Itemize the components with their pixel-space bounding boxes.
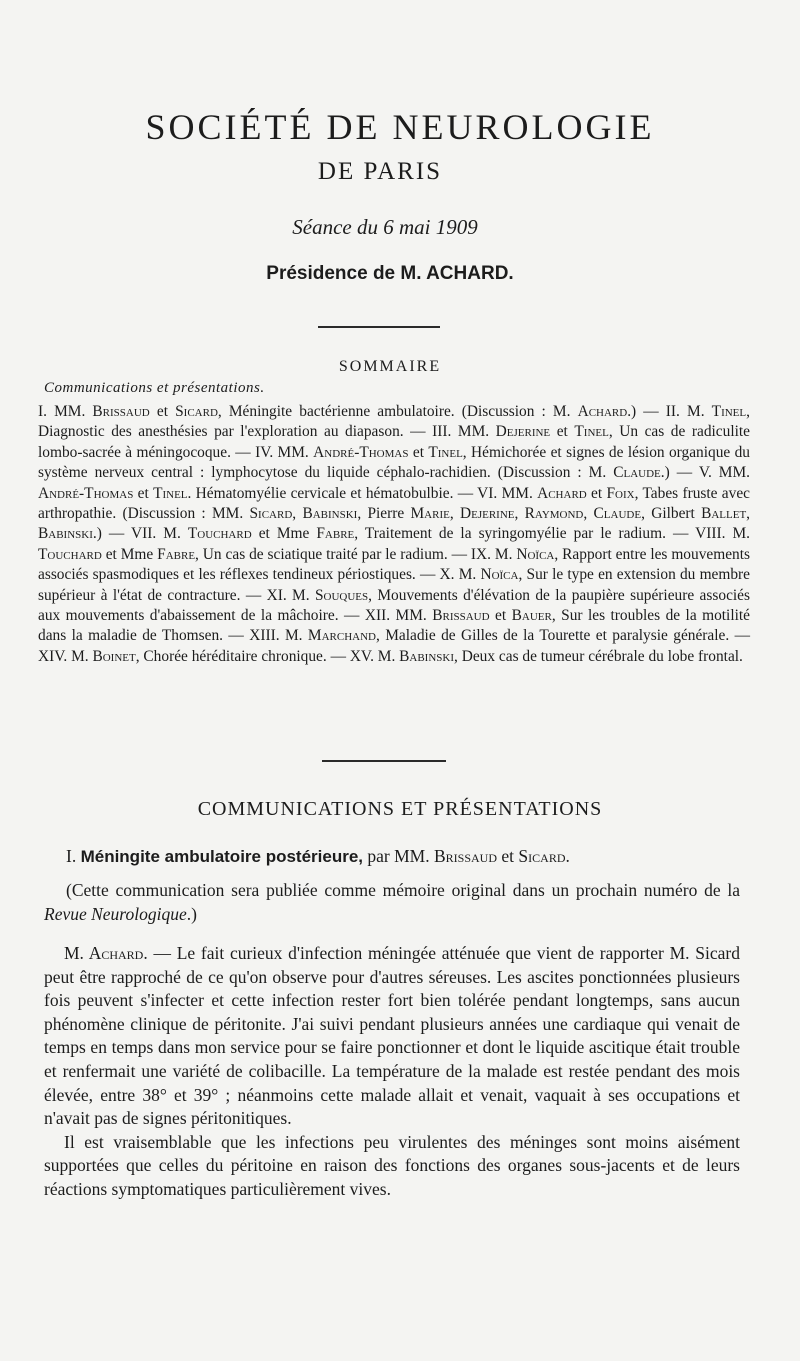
- summary-author-name: Claude: [593, 505, 642, 523]
- summary-author-name: Babinski: [38, 525, 93, 543]
- summary-text-segment: et: [489, 607, 512, 625]
- summary-text-segment: .) — II. M.: [627, 403, 712, 420]
- summary-text-segment: et: [133, 484, 154, 502]
- summary-author-name: Brissaud: [432, 607, 490, 625]
- summary-author-name: Brissaud: [92, 403, 150, 420]
- summary-text-segment: , Deux cas de tumeur cérébrale du lobe frontal.: [454, 647, 743, 665]
- summary-author-name: André-Thomas: [38, 484, 134, 502]
- summary-author-name: Bauer: [511, 607, 552, 625]
- summary-author-name: Noïca: [516, 545, 555, 563]
- summary-text-segment: et: [149, 403, 176, 420]
- summary-author-name: Marie: [410, 505, 450, 523]
- session-date: Séance du 6 mai 1909: [292, 215, 478, 239]
- summary-author-name: Noïca: [480, 566, 519, 584]
- discussion-paragraph-2: Il est vraisemblable que les infections peu virulentes des méninges sont moins aisément supportées que celles du péritoine en raison des fonctions des organes sous-jacents et de leurs réactions symptomatiques particulièrement vives.: [44, 1131, 740, 1199]
- summary-text-segment: ,: [449, 505, 460, 523]
- summary-author-name: Sicard: [175, 403, 218, 420]
- summary-author-name: Claude: [613, 464, 661, 482]
- summary-author-name: Foix: [606, 484, 635, 502]
- summary-text-segment: , Chorée héréditaire chronique. — XV. M.: [135, 647, 400, 665]
- speaker-name: M. Achard.: [64, 943, 148, 963]
- summary-author-name: Achard: [577, 403, 628, 420]
- item-title: Méningite ambulatoire postérieure,: [80, 847, 364, 866]
- note-text-before: (Cette communication sera publiée comme mémoire original dans un prochain numéro de la: [66, 880, 740, 900]
- summary-author-name: Dejerine: [459, 505, 515, 523]
- section-title: COMMUNICATIONS ET PRÉSENTATIONS: [197, 798, 603, 820]
- item-author-2: Sicard.: [518, 846, 570, 866]
- summary-author-name: Ballet: [701, 505, 747, 523]
- summary-text-segment: , Gilbert: [641, 505, 702, 523]
- summary-text-segment: . Hématomyélie cervicale et hématobulbie. — VI. MM.: [187, 484, 538, 502]
- summary-label: Communications et présentations.: [44, 380, 265, 396]
- item-author-1: Brissaud: [434, 846, 498, 866]
- summary-author-name: Tinel: [574, 423, 609, 441]
- summary-author-name: Marchand: [307, 627, 376, 645]
- summary-text-segment: , Diagnostic des anesthésies par l'exploration au diapason. — III. MM.: [38, 403, 750, 441]
- publication-note: [44, 878, 740, 926]
- journal-name: Revue Neurologique: [44, 904, 187, 924]
- summary-author-name: Fabre: [157, 545, 196, 563]
- summary-text-segment: ,: [292, 505, 303, 523]
- summary-text-segment: , Un cas de sciatique traité par le radium. — IX. M.: [195, 545, 517, 563]
- summary-text-segment: et: [408, 443, 429, 461]
- summary-author-name: Touchard: [187, 525, 252, 543]
- summary-author-name: Souques: [314, 586, 369, 604]
- summary-author-name: Fabre: [316, 525, 355, 543]
- middle-divider: [322, 760, 446, 762]
- summary-text-segment: ,: [583, 505, 594, 523]
- summary-text-segment: .) — VII. M.: [92, 525, 188, 543]
- summary-author-name: Babinski: [399, 647, 455, 665]
- summary-text-segment: , Sur le type en extension du membre supérieur à l'état de contracture. — XI. M.: [38, 566, 750, 604]
- summary-text-segment: , Sur les troubles de la motilité dans la maladie de Thomsen. — XIII. M.: [38, 607, 750, 645]
- summary-author-name: Tinel: [711, 403, 747, 420]
- discussion-text: [44, 942, 740, 1202]
- summary-text-segment: , Maladie de Gilles de la Tourette et paralysie générale. — XIV. M.: [38, 627, 751, 665]
- summary-text-segment: , Traitement de la syringomyélie par le radium. — VIII. M.: [354, 525, 751, 543]
- top-divider: [318, 326, 440, 328]
- summary-text-segment: ,: [514, 505, 525, 523]
- summary-author-name: André-Thomas: [313, 443, 409, 461]
- summary-author-name: Tinel: [428, 443, 463, 461]
- summary-text-segment: ,: [746, 505, 751, 523]
- summary-text-segment: , Méningite bactérienne ambulatoire. (Discussion : M.: [217, 403, 578, 420]
- summary-author-name: Tinel: [153, 484, 188, 502]
- summary-text-segment: , Tabes fruste avec arthropathie. (Discussion : MM.: [38, 484, 750, 523]
- summary-text-segment: , Hémichorée et signes de lésion organique du système nerveux central : lymphocytose du liquide céphalo-rachidien. (Discussion : M.: [38, 443, 750, 482]
- summary-author-name: Babinski: [302, 505, 358, 523]
- presidency-line: Présidence de M. ACHARD.: [266, 263, 514, 284]
- discussion-paragraph-1: [44, 942, 740, 1131]
- item-heading: [66, 846, 766, 867]
- summary-text-segment: , Pierre: [357, 505, 411, 523]
- summary-text-segment: et Mme: [101, 545, 158, 563]
- society-title: SOCIÉTÉ DE NEUROLOGIE: [145, 107, 655, 147]
- summary-author-name: Achard: [537, 484, 587, 502]
- paragraph-1-text: — Le fait curieux d'infection méningée atténuée que vient de rapporter M. Sicard peut être rapproché de ce qu'on observe pour d'autres séreuses. Les ascites ponctionnées plusieurs fois peuvent s'infecter et cette infection rester fort bien tolérée pendant longtemps, sans aucun phénomène clinique de péritonite. J'ai suivi pendant plusieurs années une cardiaque qui venait de temps en temps dans mon service pour se faire ponctionner et dont le liquide ascitique était trouble et renfermait une variété de colibacille. La température de la malade est restée pendant des mois élevée, entre 38° et 39° ; néanmoins cette malade allait et venait, vaquait à ses occupations et n'avait pas de signes péritonitiques.: [44, 943, 740, 1129]
- summary-text-segment: et: [586, 484, 607, 502]
- summary-body: [38, 402, 750, 667]
- summary-author-name: Touchard: [38, 545, 102, 563]
- note-text-after: .): [186, 904, 197, 924]
- summary-text-segment: et Mme: [251, 525, 317, 543]
- summary-heading: SOMMAIRE: [338, 358, 442, 375]
- summary-author-name: Raymond: [524, 505, 584, 523]
- society-subtitle: DE PARIS: [317, 158, 443, 185]
- summary-text-segment: , Rapport entre les mouvements associés spasmodiques et les réflexes tendineux périostiques. — X. M.: [38, 545, 750, 584]
- summary-author-name: Sicard: [249, 505, 293, 523]
- summary-author-name: Dejerine: [495, 423, 551, 441]
- summary-text-segment: , Un cas de radiculite lombo-sacrée à méningocoque. — IV. MM.: [38, 423, 750, 461]
- summary-text-segment: et: [550, 423, 575, 441]
- summary-text-segment: , Mouvements d'élévation de la paupière supérieure associés aux mouvements d'abaissement de la mâchoire. — XII. MM.: [38, 586, 750, 625]
- summary-text-segment: I. MM.: [38, 403, 93, 420]
- item-by: par MM.: [367, 846, 430, 866]
- summary-text-segment: .) — V. MM.: [660, 464, 751, 482]
- summary-author-name: Boinet: [92, 647, 136, 665]
- item-number: I.: [66, 846, 77, 866]
- item-and: et: [501, 846, 515, 866]
